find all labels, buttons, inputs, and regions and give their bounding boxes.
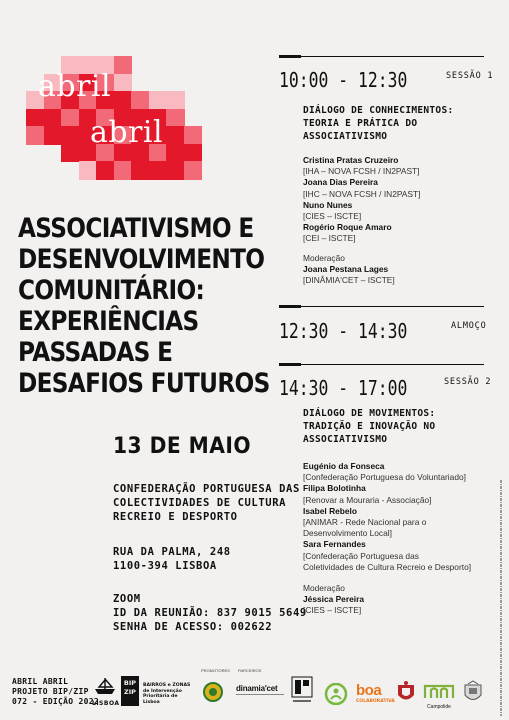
venue-org-line: COLECTIVIDADES DE CULTURA <box>113 497 287 509</box>
lisboa-logo <box>92 676 118 706</box>
moderator-name: Joana Pestana Lages <box>303 263 389 274</box>
session2-speakers <box>303 461 503 617</box>
ship-icon <box>92 676 118 696</box>
zoom-meeting-id: ID DA REUNIÃO: 837 9015 5649 <box>113 607 307 619</box>
session2-title <box>303 407 435 446</box>
headline-line: PASSADAS E <box>18 337 173 368</box>
speaker-affiliation: [IHC – NOVA FCSH / IN2PAST] <box>303 188 421 199</box>
headline-line: ASSOCIATIVISMO E <box>18 213 254 244</box>
abril-abril-logo <box>26 38 201 183</box>
logo-tile <box>96 161 115 180</box>
logo-word-top: abril <box>38 69 112 104</box>
parceiros-label: PARCEIROS <box>238 668 262 673</box>
logo-tile <box>44 109 63 128</box>
moderation-label: Moderação <box>303 583 345 594</box>
logo-tile <box>166 161 185 180</box>
logo-tile <box>61 109 80 128</box>
logo-tile <box>114 91 133 110</box>
speaker-name: Cristina Pratas Cruzeiro <box>303 155 399 165</box>
bairros-zonas-label: BAIRROS e ZONAS de Intervenção Prioritária de Lisboa <box>143 683 191 705</box>
headline-line: EXPERIÊNCIAS <box>18 306 199 337</box>
vertical-fine-print <box>498 480 506 720</box>
dinamiacet-logo: dinamia'cet <box>236 684 278 693</box>
heraldic-crest-icon <box>394 679 418 705</box>
session1-time: 10:00 - 12:30 <box>279 68 408 92</box>
logo-tile <box>26 109 45 128</box>
headline-line: COMUNITÁRIO: <box>18 275 205 306</box>
divider <box>301 56 484 57</box>
event-headline <box>18 213 270 399</box>
arches-icon <box>423 680 455 700</box>
title-line: ASSOCIATIVISMO <box>303 131 388 142</box>
logo-tile <box>149 161 168 180</box>
logo-tile <box>44 126 63 145</box>
logo-tile <box>149 91 168 110</box>
logo-tile <box>26 126 45 145</box>
session1-tag: SESSÃO 1 <box>446 71 494 81</box>
speaker-name: Eugénio da Fonseca <box>303 461 385 471</box>
dinamiacet-rule <box>236 694 284 700</box>
project-line: ABRIL ABRIL <box>12 677 69 686</box>
lunch-tag: ALMOÇO <box>451 321 487 331</box>
speaker-name: Nuno Nunes <box>303 199 353 210</box>
title-line: DIÁLOGO DE CONHECIMENTOS: <box>303 105 454 116</box>
zoom-label: ZOOM <box>113 593 141 605</box>
online-meeting-info <box>113 592 307 634</box>
crest-icon <box>200 681 226 703</box>
speaker-affiliation: [ANIMAR - Rede Nacional para o <box>303 517 427 528</box>
moderation-label: Moderação <box>303 252 345 263</box>
speaker-affiliation: [Confederação Portuguesa do Voluntariado] <box>303 472 466 483</box>
promotores-label: PROMOTORES <box>201 668 230 673</box>
logo-tile <box>166 126 185 145</box>
session2-time: 14:30 - 17:00 <box>279 376 408 400</box>
venue-organization <box>113 482 300 524</box>
speaker-name: Isabel Rebelo <box>303 505 357 516</box>
logo-tile <box>184 126 203 145</box>
address-line: 1100-394 LISBOA <box>113 560 217 572</box>
project-credit <box>12 677 99 707</box>
speaker-name: Sara Fernandes <box>303 539 366 550</box>
event-date: 13 DE MAIO <box>113 434 252 459</box>
venue-org-line: RECREIO E DESPORTO <box>113 511 238 523</box>
logo-tile <box>114 74 133 93</box>
speaker-affiliation: Coletividades de Cultura Recreio e Desporto] <box>303 561 472 572</box>
moderator-affiliation: [CIES – ISCTE] <box>303 605 362 616</box>
title-line: ASSOCIATIVISMO <box>303 434 388 445</box>
venue-org-line: CONFEDERAÇÃO PORTUGUESA DAS <box>113 483 300 495</box>
section-bar <box>279 305 301 308</box>
speaker-name: Joana Dias Pereira <box>303 177 378 188</box>
shield-icon <box>462 680 484 706</box>
parish-crest-logo <box>462 680 484 710</box>
logo-tile <box>114 161 133 180</box>
section-bar <box>279 55 301 58</box>
session2-tag: SESSÃO 2 <box>444 377 492 387</box>
project-line: PROJETO BIP/ZIP <box>12 687 89 696</box>
lisboa-label: LISBOA <box>92 700 120 707</box>
headline-line: DESENVOLVIMENTO <box>18 244 265 275</box>
bip-zip-logo <box>121 676 139 706</box>
speaker-affiliation: [IHA – NOVA FCSH / IN2PAST] <box>303 166 420 177</box>
moderator-affiliation: [DINÂMIA'CET – ISCTE] <box>303 275 395 286</box>
divider <box>301 364 484 365</box>
lunch-time: 12:30 - 14:30 <box>279 319 408 343</box>
title-line: DIÁLOGO DE MOVIMENTOS: <box>303 408 436 419</box>
speaker-name: Rogério Roque Amaro <box>303 222 392 233</box>
logo-tile <box>79 161 98 180</box>
title-line: TEORIA E PRÁTICA DO <box>303 118 418 129</box>
ihc-icon <box>291 676 313 706</box>
venue-address <box>113 545 231 573</box>
person-circle-icon <box>324 683 348 705</box>
fine-print-texture <box>498 480 504 716</box>
association-crest-logo <box>200 681 226 703</box>
boa-sublabel: COLABORATIVA <box>356 699 395 704</box>
speaker-affiliation: [CIES – ISCTE] <box>303 211 362 222</box>
moderator-name: Jéssica Pereira <box>303 594 365 605</box>
section-bar <box>279 363 301 366</box>
logo-tile <box>61 126 80 145</box>
session1-title <box>303 104 454 143</box>
headline-line: DESAFIOS FUTUROS <box>18 368 270 399</box>
speaker-affiliation: [Confederação Portuguesa das <box>303 550 419 561</box>
session1-speakers <box>303 155 503 286</box>
green-circle-logo <box>324 683 348 709</box>
logo-tile <box>166 109 185 128</box>
speaker-affiliation: [Renovar a Mouraria - Associação] <box>303 494 432 505</box>
logo-tile <box>61 144 80 163</box>
logo-tile <box>114 56 133 75</box>
campolide-logo <box>423 680 455 710</box>
logo-word-bottom: abril <box>90 115 164 150</box>
bip-zip-label: BIP ZIP <box>123 679 137 696</box>
address-line: RUA DA PALMA, 248 <box>113 546 231 558</box>
speaker-name: Filipa Bolotinha <box>303 483 366 494</box>
logo-tile <box>166 91 185 110</box>
logo-tile <box>166 144 185 163</box>
campolide-label: Campolide <box>427 704 451 710</box>
red-crest-logo <box>394 679 418 709</box>
logo-tile <box>184 144 203 163</box>
boa-logo: boa <box>356 682 382 699</box>
speaker-affiliation: [CEI – ISCTE] <box>303 233 356 244</box>
title-line: TRADIÇÃO E INOVAÇÃO NO <box>303 421 436 432</box>
logo-tile <box>131 161 150 180</box>
project-line: 072 - EDIÇÃO 2022 <box>12 697 99 706</box>
ihc-logo <box>291 676 313 706</box>
divider <box>301 306 484 307</box>
logo-tile <box>131 91 150 110</box>
zoom-passcode: SENHA DE ACESSO: 002622 <box>113 621 273 633</box>
speaker-affiliation: Desenvolvimento Local] <box>303 528 392 539</box>
logo-tile <box>184 161 203 180</box>
